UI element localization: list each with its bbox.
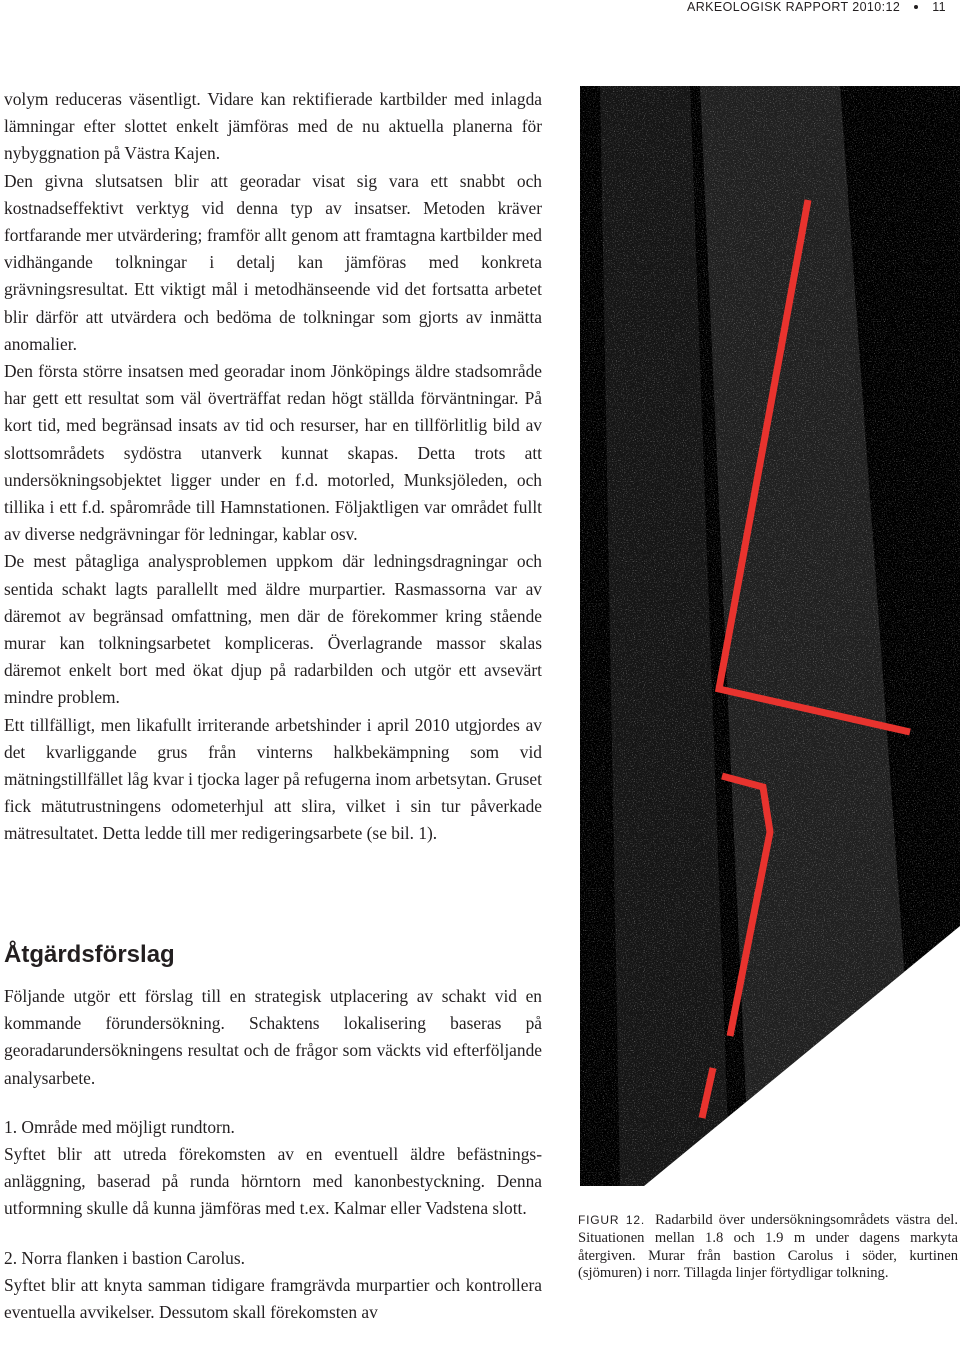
paragraph-2: Den givna slutsatsen blir att georadar visat sig vara ett snabbt och kostnadseffektivt verktyg vid denna typ av insatser. Metoden kräver fortfarande mer utvärdering; framför allt genom att framtagna kartbilder med vidhängande tolkningar i detalj kan jämföras med konkreta grävningsresultat. Ett viktigt mål i metodhänseende vid det fortsatta arbetet blir därför att utvärdera och bedöma de tolkningar som gjorts av inmätta anomalier. bbox=[4, 170, 542, 354]
radar-speckle bbox=[580, 86, 960, 1186]
section-intro: Följande utgör ett förslag till en strategisk utplacering av schakt vid en kommande förundersökning. Schaktens lokalisering baseras på georadarundersökningens resultat och de frågor som väckts vid efterföljande analysarbete. bbox=[4, 986, 542, 1088]
paragraph-4: De mest påtagliga analysproblemen uppkom där ledningsdragningar och sentida schakt lagts parallellt med äldre murpartier. Rasmassorna var av däremot av begränsad omfattning, men där de förekommer kring stående murar kan tolkningsarbetet kompliceras. Överlagrande massor skalas däremot enkelt bort med ökat djup på radarbilden och utgör ett avsevärt mindre problem. bbox=[4, 551, 542, 708]
figure-caption-text: Radarbild över undersökningsområdets västra del. Situationen mellan 1.8 och 1.9 m under dagens markyta återgiven. Murar från bastion Carolus i söder, kurtinen (sjömuren) i norr. Tillagda linjer förtydligar tolkning. bbox=[578, 1212, 959, 1282]
page-number: 11 bbox=[932, 0, 946, 14]
radar-map-graphic bbox=[580, 86, 960, 1186]
paragraph-1: volym reduceras väsentligt. Vidare kan rektifierade kartbilder med inlagda lämningar efter slottet enkelt jämföras med de nu aktuella planerna för nybyggnation på Västra Kajen. bbox=[4, 89, 542, 164]
figure-label: FIGUR 12. bbox=[578, 1213, 646, 1227]
bullet-separator bbox=[914, 5, 918, 9]
proposal-1-title: 1. Område med möjligt rundtorn. bbox=[4, 1116, 235, 1137]
body-column bbox=[4, 86, 542, 848]
proposal-1-text: Syftet blir att utreda förekomsten av en eventuell äldre befästningsanläggning, baserad på runda hörntorn med kanonbestyckning. Denna utformning skulle då kunna jämföras med t.ex. Kalmar eller Vadstena slott. bbox=[4, 1144, 542, 1219]
paragraph-5: Ett tillfälligt, men likafullt irriterande arbetshinder i april 2010 utgjordes av det kvarliggande grus från vinterns halkbekämpning som vid mätningstillfället låg kvar i tjocka lager på refugerna inom arbetsytan. Gruset fick mätutrustningens odometerhjul att slira, vilket i sin tur påverkade mätresultatet. Detta ledde till mer redigeringsarbete (se bil. 1). bbox=[4, 714, 542, 844]
proposal-2-text: Syftet blir att knyta samman tidigare framgrävda murpartier och kontrollera eventuella avvikelser. Dessutom skall förekomsten av bbox=[4, 1274, 542, 1323]
section-heading: Åtgärdsförslag bbox=[4, 941, 175, 968]
radar-image bbox=[580, 86, 960, 1186]
running-header bbox=[687, 0, 946, 14]
figure-caption bbox=[578, 1212, 958, 1283]
paragraph-3: Den första större insatsen med georadar inom Jönköpings äldre stadsområde har gett ett resultat som väl överträffat redan högt ställda förväntningar. På kort tid, med begränsad insats av tid och resurser, har en tillförlitlig bild av slottsområdets sydöstra utanverk kunnat skapas. Detta trots att undersökningsobjektet ligger under en f.d. motorled, Munksjöleden, och tillika i ett f.d. spårområde till Hamnstationen. Följaktligen var området fullt av diverse nedgrävningar för ledningar, kablar osv. bbox=[4, 361, 542, 545]
section-body bbox=[4, 983, 542, 1326]
running-title: ARKEOLOGISK RAPPORT 2010:12 bbox=[687, 0, 901, 14]
proposal-2-title: 2. Norra flanken i bastion Carolus. bbox=[4, 1247, 245, 1268]
